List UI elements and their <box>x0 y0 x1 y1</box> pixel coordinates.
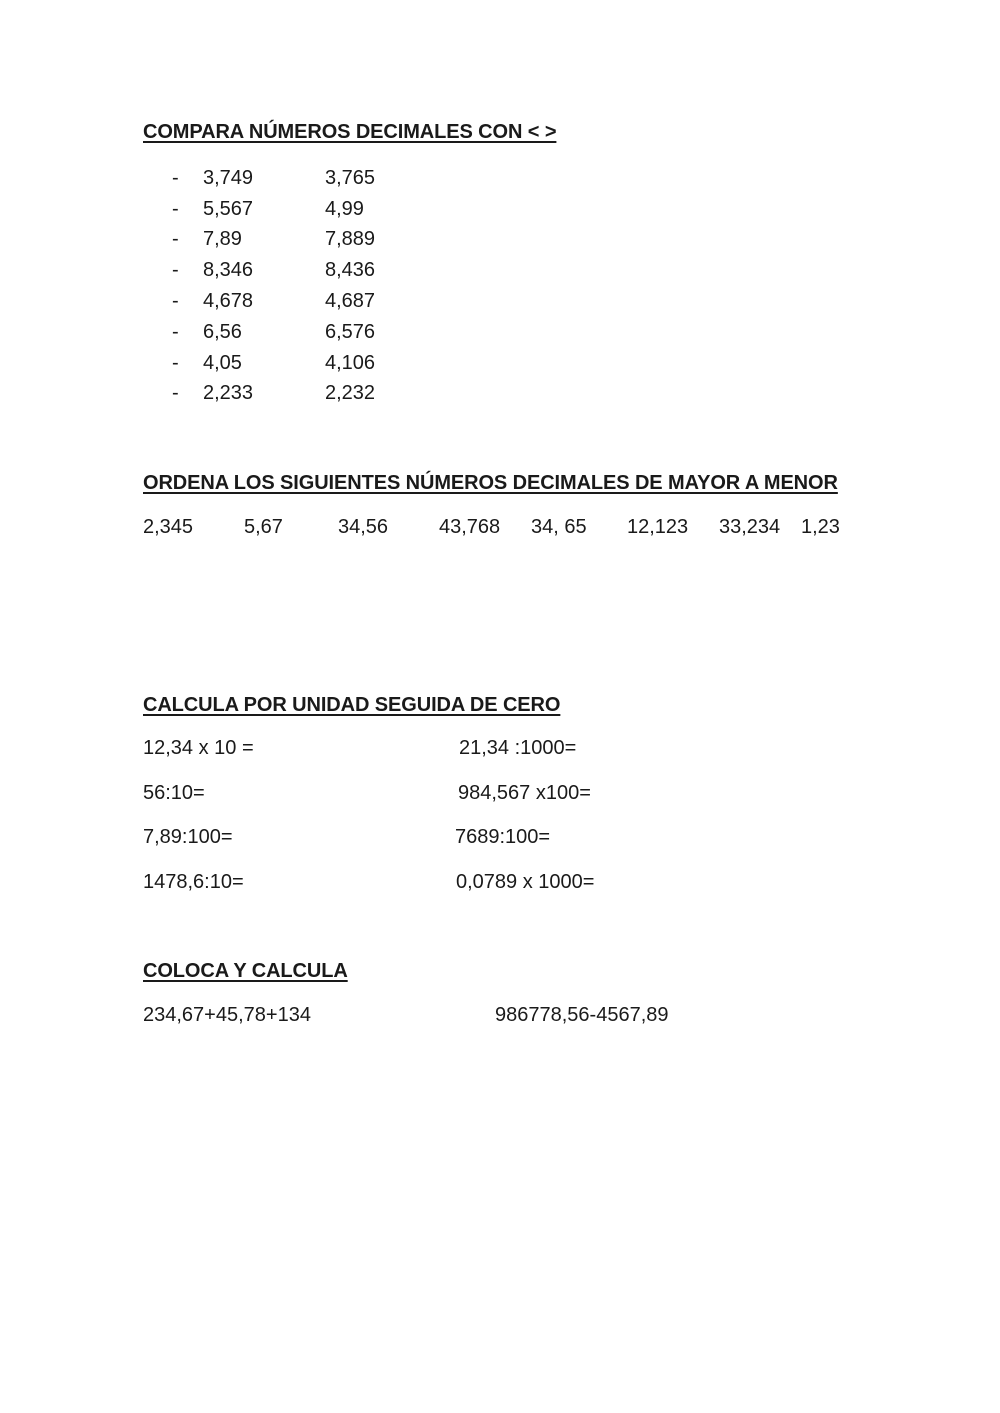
compare-value-left: 8,346 <box>203 259 254 281</box>
bullet-dash: - <box>172 167 179 189</box>
order-heading: ORDENA LOS SIGUIENTES NÚMEROS DECIMALES DE MAYOR A MENOR <box>143 472 838 494</box>
compare-value-left: 6,56 <box>203 321 242 343</box>
order-number: 1,23 <box>801 516 840 538</box>
bullet-dash: - <box>172 259 179 281</box>
compare-value-left: 7,89 <box>203 228 242 250</box>
bullet-dash: - <box>172 382 179 404</box>
compare-value-right: 3,765 <box>325 167 376 189</box>
calc-expression-right: 984,567 x100= <box>458 782 591 804</box>
compare-value-left: 5,567 <box>203 198 254 220</box>
calc-expression-left: 7,89:100= <box>143 826 233 848</box>
calc-expression-right: 0,0789 x 1000= <box>456 871 595 893</box>
compare-value-right: 4,687 <box>325 290 376 312</box>
compare-value-right: 7,889 <box>325 228 376 250</box>
compare-value-left: 3,749 <box>203 167 254 189</box>
order-number: 5,67 <box>244 516 283 538</box>
order-number: 33,234 <box>719 516 781 538</box>
addition-exercise: 234,67+45,78+134 <box>143 1004 311 1026</box>
bullet-dash: - <box>172 228 179 250</box>
calc-expression-right: 7689:100= <box>455 826 551 848</box>
compare-value-right: 4,106 <box>325 352 376 374</box>
calc-expression-left: 12,34 x 10 = <box>143 737 254 759</box>
order-number: 34, 65 <box>531 516 587 538</box>
order-number: 34,56 <box>338 516 389 538</box>
subtraction-exercise: 986778,56-4567,89 <box>495 1004 669 1026</box>
bullet-dash: - <box>172 352 179 374</box>
compare-value-left: 4,05 <box>203 352 242 374</box>
order-number: 12,123 <box>627 516 689 538</box>
calc-expression-left: 56:10= <box>143 782 205 804</box>
place-calc-heading: COLOCA Y CALCULA <box>143 960 348 982</box>
compare-value-right: 6,576 <box>325 321 376 343</box>
order-number: 43,768 <box>439 516 501 538</box>
order-number: 2,345 <box>143 516 194 538</box>
compare-value-right: 2,232 <box>325 382 376 404</box>
compare-value-left: 4,678 <box>203 290 254 312</box>
bullet-dash: - <box>172 198 179 220</box>
bullet-dash: - <box>172 290 179 312</box>
calc-expression-right: 21,34 :1000= <box>459 737 577 759</box>
bullet-dash: - <box>172 321 179 343</box>
compare-value-left: 2,233 <box>203 382 254 404</box>
compare-value-right: 4,99 <box>325 198 364 220</box>
compare-heading: COMPARA NÚMEROS DECIMALES CON < > <box>143 121 557 143</box>
calc-expression-left: 1478,6:10= <box>143 871 244 893</box>
calc-heading: CALCULA POR UNIDAD SEGUIDA DE CERO <box>143 694 561 716</box>
compare-value-right: 8,436 <box>325 259 376 281</box>
